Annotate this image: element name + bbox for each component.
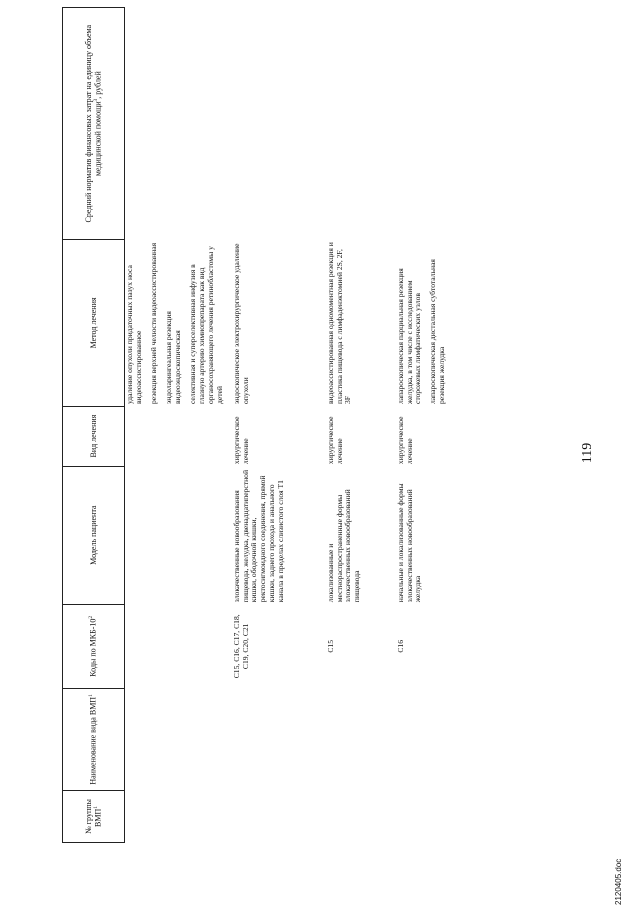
table-header-row (63, 8, 125, 843)
icd-codes: C15, C16, C17, C18, C19, C20, C21 (231, 614, 250, 679)
header-name: Наименование вида ВМП$^1$ (63, 688, 125, 790)
method-cell (326, 240, 396, 406)
table-row (396, 8, 455, 843)
patient-model: начальные и локализованные формы злокачественных новообразований желудка (395, 483, 423, 603)
header-method: Метод лечения (63, 240, 125, 406)
page-number: 119 (580, 442, 595, 464)
header-treatment: Вид лечения (63, 406, 125, 466)
method-item: резекция верхней челюсти видеоассистированная (148, 242, 158, 405)
method-item: лапароскопическая парциальная резекция желудка, в том числе с исследованием сторожевых лимфатических узлов (395, 268, 423, 405)
method-item: эндоларингеальная резекция видеоэндоскопическая (163, 311, 182, 405)
patient-model: злокачественные новообразования пищевода, желудка, двенадцатиперстной кишки, ободочной кишки, ректосигмоидного соединения, прямой кишки, заднего прохода и анального канала в пределах слизистого слоя T1 (231, 469, 286, 603)
method-item: видеоассистированная одномоментная резекция и пластика пищевода с лимфаденэктомией 2S, 2F, 3F (325, 242, 353, 405)
header-model: Модель пациента (63, 466, 125, 604)
method-cell (232, 240, 326, 406)
header-codes: Коды по МКБ-$10^2$ (63, 604, 125, 688)
icd-codes: C16 (395, 639, 405, 653)
header-cost: Средний норматив финансовых затрат на единицу объема медицинской помощи$^3$, рублей (63, 8, 125, 240)
document-filename: 2120405.doc (614, 858, 623, 905)
treatment-type: хирургическое лечение (325, 416, 344, 465)
header-group-no: № группы ВМП$^1$ (63, 790, 125, 842)
icd-codes: C15 (325, 639, 335, 653)
method-item: удаление опухоли придаточных пазух носа видеоассистированное (125, 265, 143, 405)
treatment-type: хирургическое лечение (395, 416, 414, 465)
table-row (125, 8, 232, 843)
method-cell (125, 240, 232, 406)
method-item: эндоскопическое электрохирургическое удаление опухоли (231, 243, 250, 405)
method-item: селективная и суперселективная инфузия в глазную артерию химиопрепарата как вид органосохраняющего лечения ретинобластомы у детей (187, 246, 224, 405)
patient-model: локализованные и местнораспространенные формы злокачественных новообразований пищевода (325, 489, 362, 603)
treatment-type: хирургическое лечение (231, 416, 250, 465)
method-cell (396, 240, 455, 406)
vmp-table (62, 7, 454, 843)
table-row (232, 8, 326, 843)
table-row (326, 8, 396, 843)
method-item: лапароскопическая дистальная субтотальная резекция желудка (428, 259, 447, 405)
